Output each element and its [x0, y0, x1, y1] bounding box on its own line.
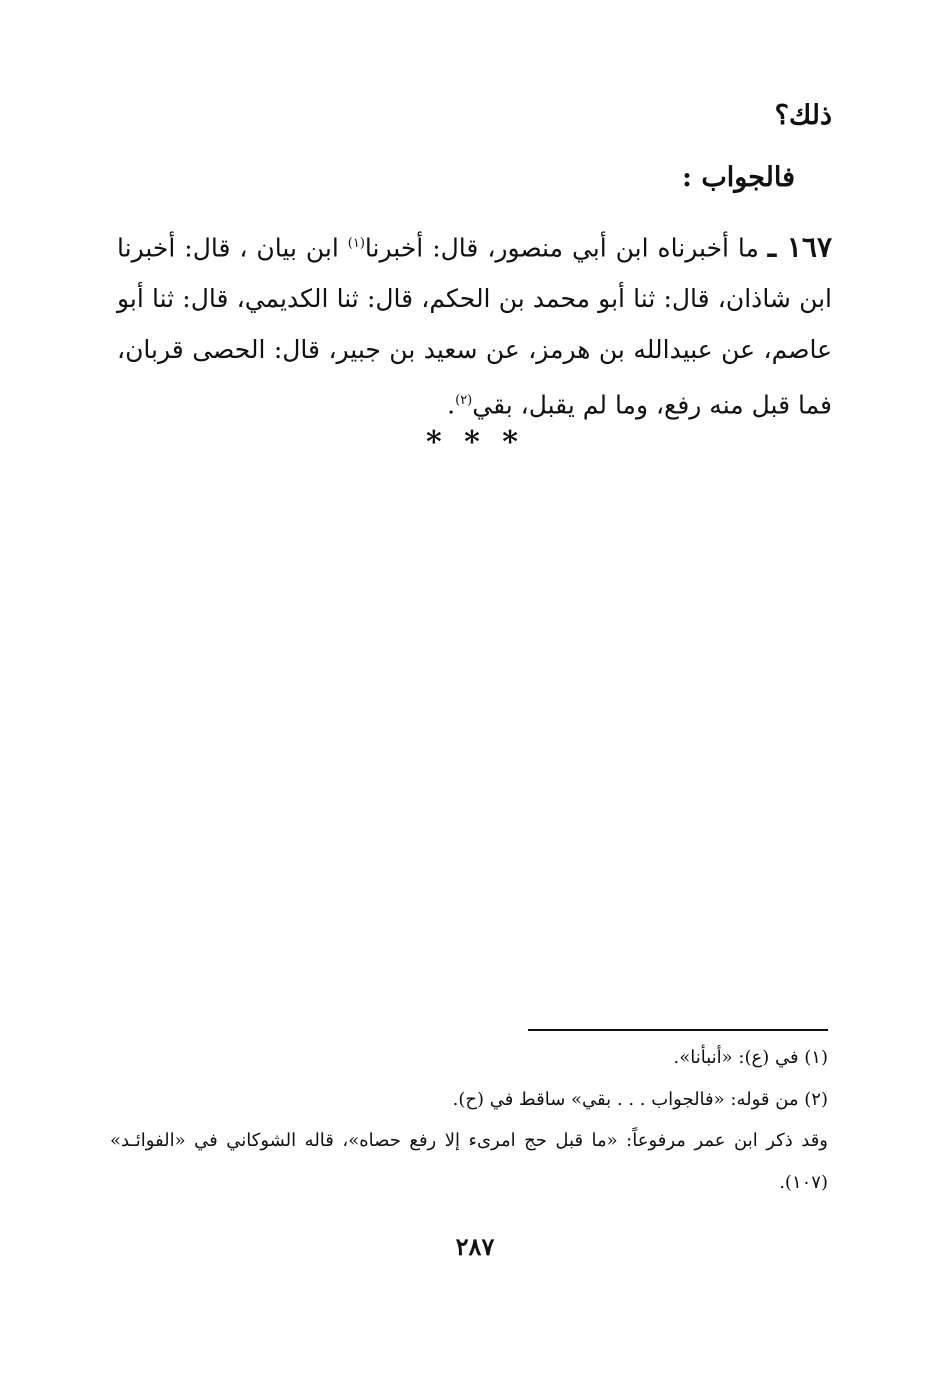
footnote-2-end: (١٠٧). [779, 1172, 828, 1193]
section-separator: * * * [426, 425, 524, 460]
continuation-word: ذلك؟ [774, 100, 832, 131]
answer-heading: فالجواب : [681, 162, 795, 193]
page-number: ٢٨٧ [455, 1232, 495, 1261]
footnote-2: (٢) من قوله: «فالجواب . . . بقي» ساقط في (ح). [452, 1089, 828, 1110]
hadith-paragraph [117, 218, 832, 431]
footnote-divider [528, 1029, 828, 1031]
footnote-ref-2: (٢) [455, 393, 473, 409]
footnote-2-continuation: وقد ذكر ابن عمر مرفوعاً: «ما قبل حج امرىء إلا رفع حصاه»، قاله الشوكاني في «الفوائـد» [110, 1130, 828, 1151]
footnote-1: (١) في (ع): «أنبأنا». [673, 1047, 828, 1068]
footnote-ref-1: (١) [347, 236, 365, 251]
paragraph-text-1: ما أخبرناه ابن أبي منصور، قال: أخبرنا [364, 233, 768, 263]
hadith-number: ١٦٧ ـ [767, 230, 832, 264]
paragraph-text-2: ابن بيان ، قال: أخبرنا ابن شاذان، قال: ثنا أبو محمد بن الحكم، قال: ثنا الكديمي، قال: ثنا أبو عاصم، عن عبيدالله بن هرمز، عن سعيد بن جبير، قال: الحصى قربان، فما قبل منه رفع، وما لم يقبل، بقي [117, 233, 832, 420]
paragraph-end: . [447, 390, 456, 420]
